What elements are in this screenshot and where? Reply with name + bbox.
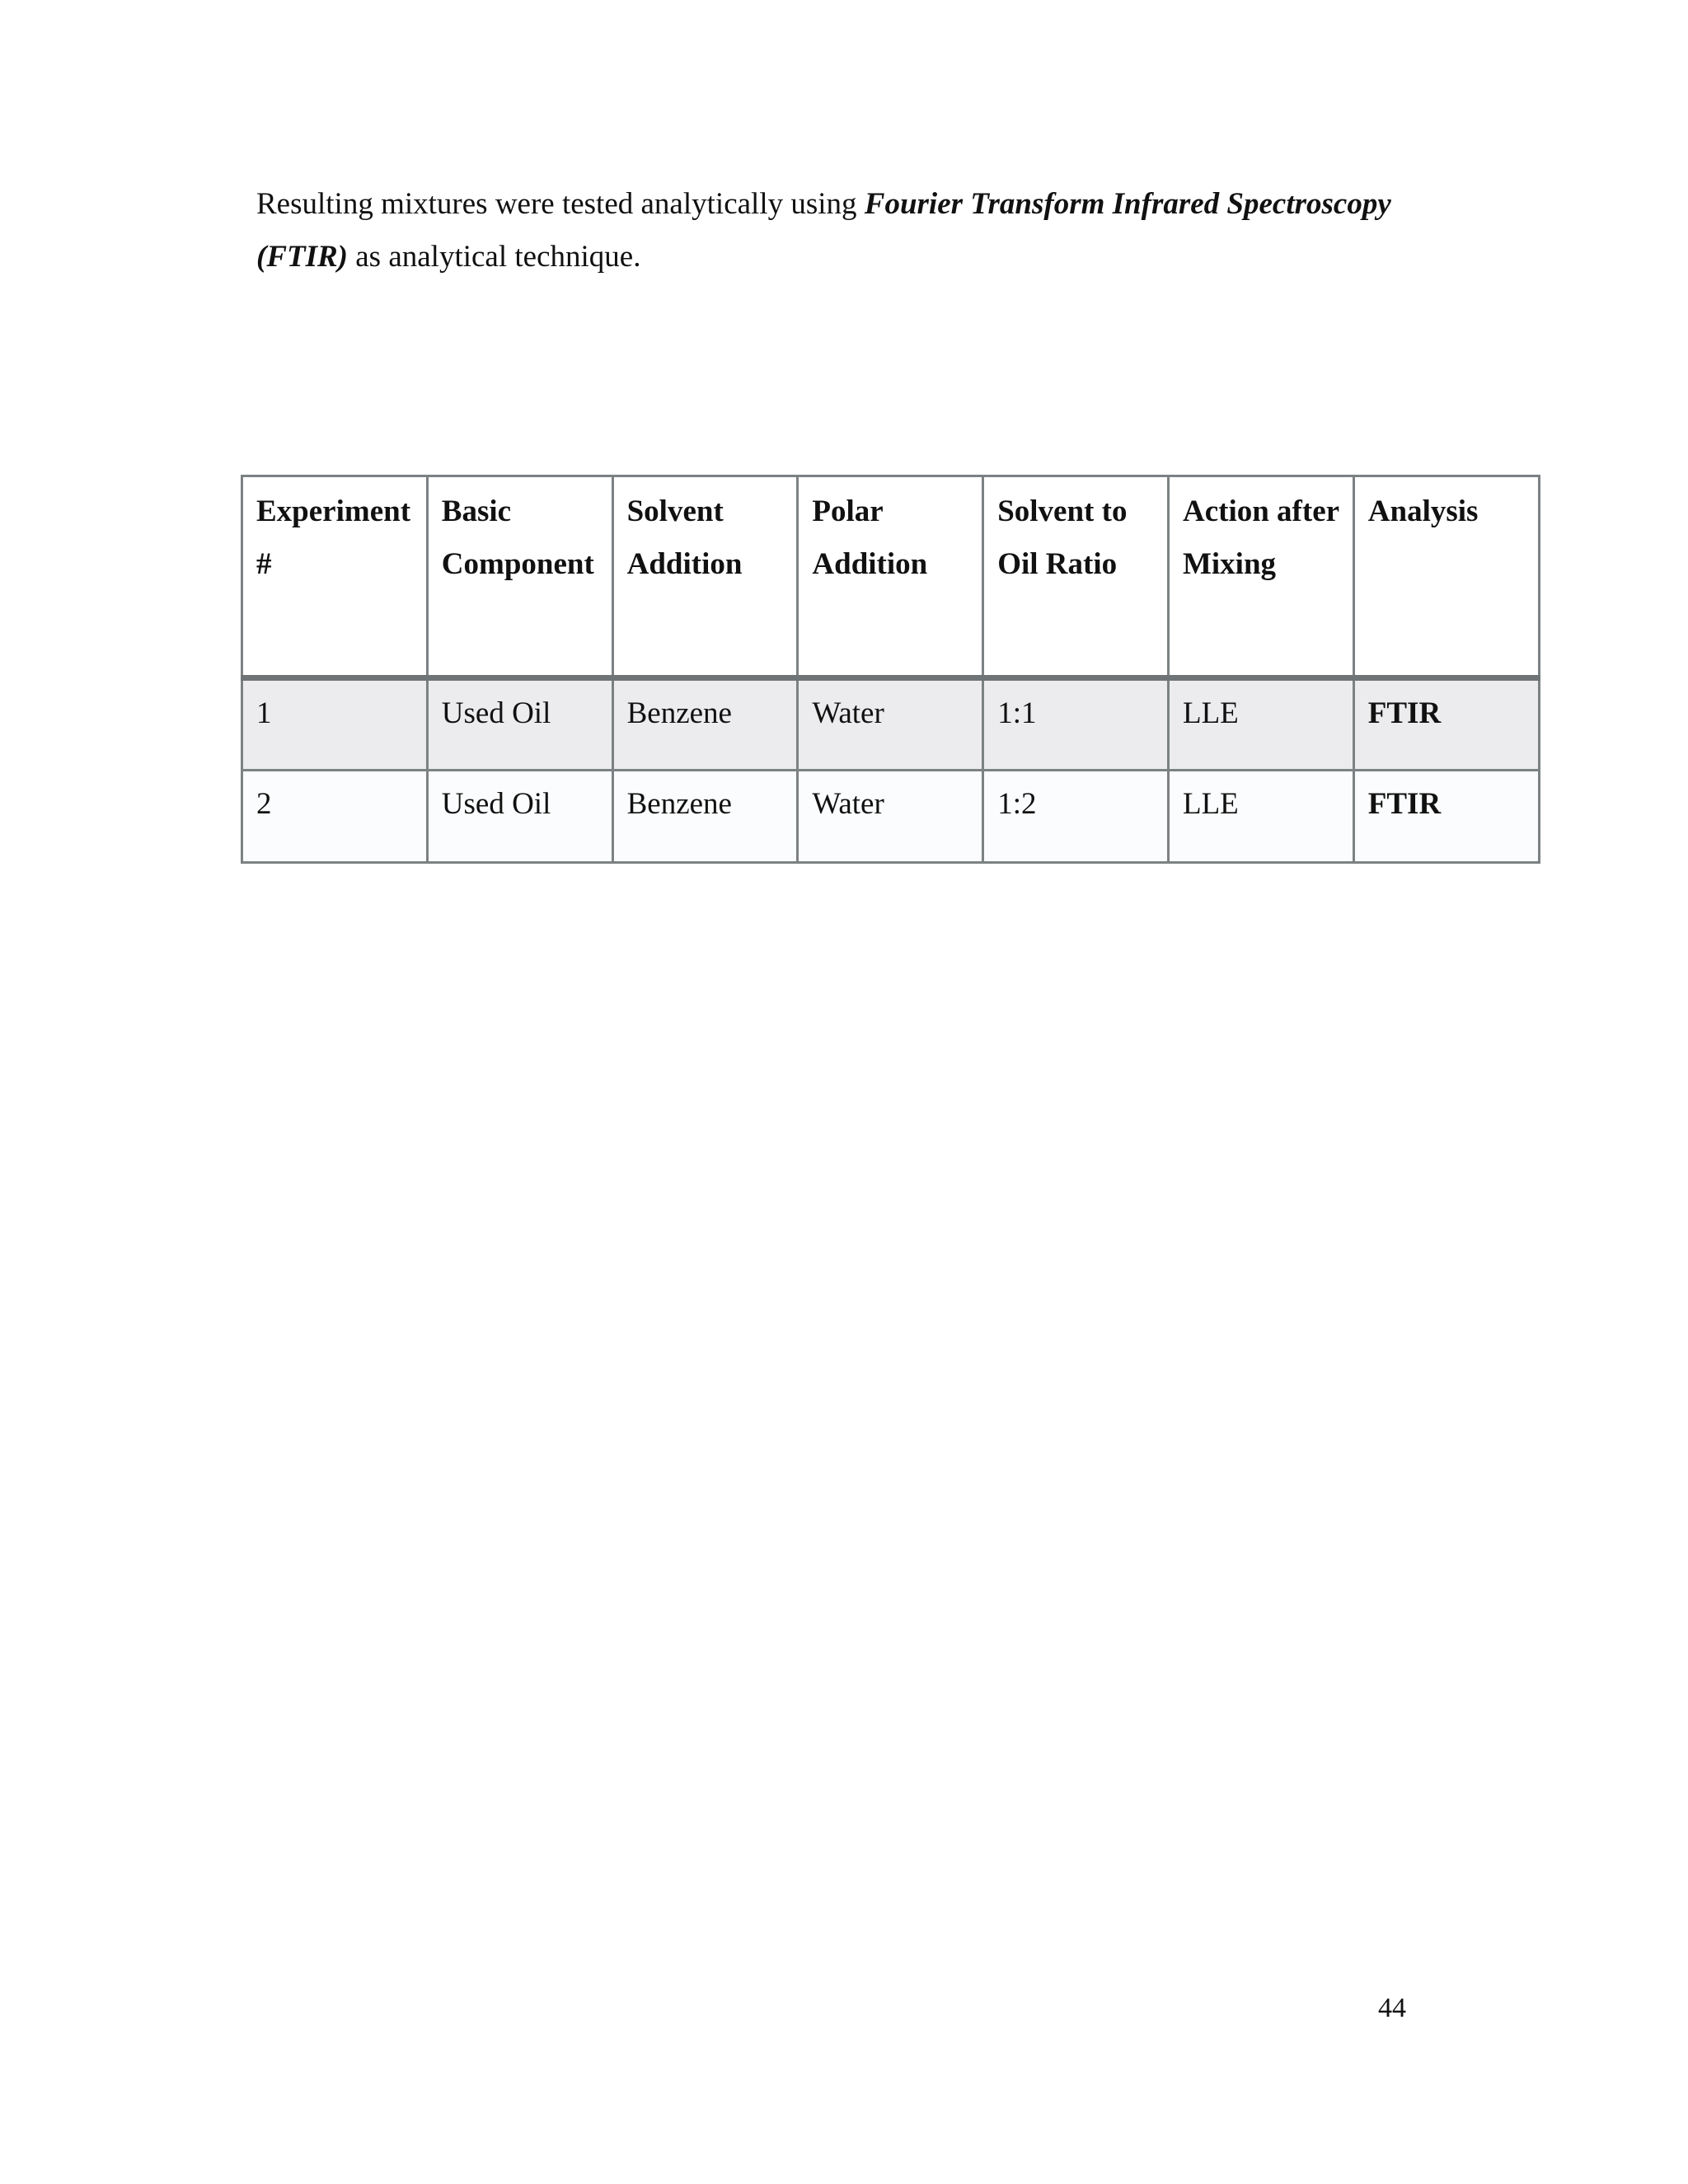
cell-analysis: FTIR xyxy=(1353,771,1539,863)
table-row xyxy=(242,678,1540,771)
cell-basic-component: Used Oil xyxy=(427,771,612,863)
cell-action-after-mixing: LLE xyxy=(1168,678,1353,771)
table-row xyxy=(242,771,1540,863)
header-experiment-number: Experiment # xyxy=(242,476,428,678)
intro-paragraph xyxy=(256,178,1451,284)
table-header-row xyxy=(242,476,1540,678)
experiment-table xyxy=(241,475,1540,864)
intro-text-after: as analytical technique. xyxy=(348,240,641,274)
cell-analysis: FTIR xyxy=(1353,678,1539,771)
cell-solvent-to-oil-ratio: 1:2 xyxy=(983,771,1169,863)
header-analysis: Analysis xyxy=(1353,476,1539,678)
cell-basic-component: Used Oil xyxy=(427,678,612,771)
header-basic-component: Basic Component xyxy=(427,476,612,678)
cell-solvent-addition: Benzene xyxy=(612,678,798,771)
cell-solvent-to-oil-ratio: 1:1 xyxy=(983,678,1169,771)
header-polar-addition: Polar Addition xyxy=(798,476,983,678)
cell-action-after-mixing: LLE xyxy=(1168,771,1353,863)
cell-polar-addition: Water xyxy=(798,771,983,863)
cell-solvent-addition: Benzene xyxy=(612,771,798,863)
header-action-after-mixing: Action after Mixing xyxy=(1168,476,1353,678)
intro-text-emphasis: Fourier Transform Infrared Spectroscopy (FTIR) xyxy=(256,187,1391,274)
header-solvent-addition: Solvent Addition xyxy=(612,476,798,678)
header-solvent-to-oil-ratio: Solvent to Oil Ratio xyxy=(983,476,1169,678)
cell-experiment-number: 1 xyxy=(242,678,428,771)
cell-experiment-number: 2 xyxy=(242,771,428,863)
intro-text-before: Resulting mixtures were tested analytically using xyxy=(256,187,865,221)
page-number: 44 xyxy=(1378,1993,1406,2023)
cell-polar-addition: Water xyxy=(798,678,983,771)
